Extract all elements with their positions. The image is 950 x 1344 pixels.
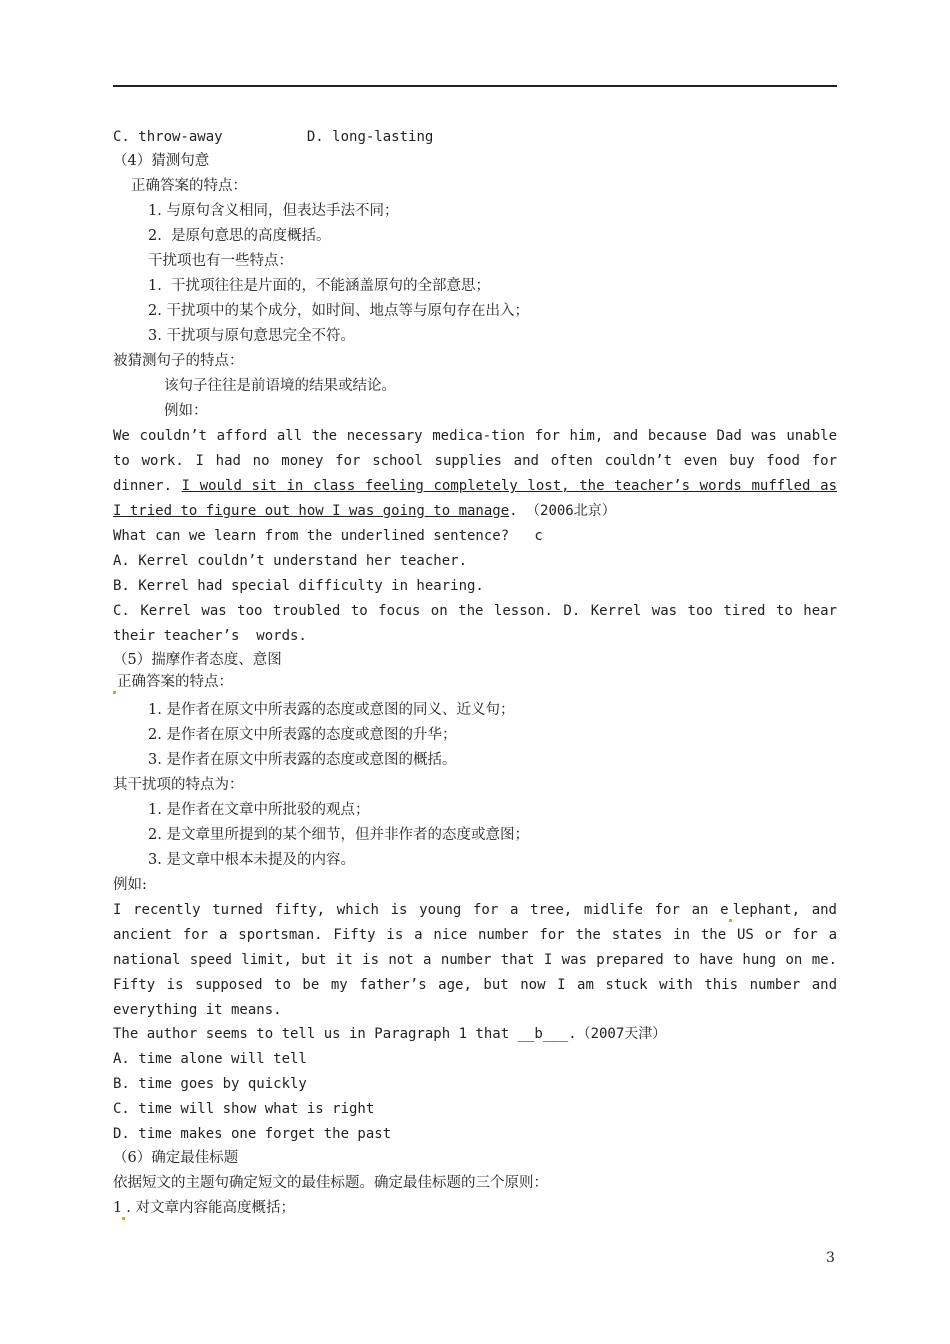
s5-passage-text-cont: lephant, and bbox=[732, 902, 837, 918]
options-c-d bbox=[113, 125, 837, 149]
header-rule bbox=[113, 85, 837, 87]
s5-correct-3: 3. 是作者在原文中所表露的态度或意图的概括。 bbox=[148, 752, 457, 768]
underlined-sentence: I would sit in class feeling completely lost, the teacher’s words muffled as bbox=[181, 478, 837, 494]
s5-passage-line-4: Fifty is supposed to be my father’s age, but now I am stuck with this number and bbox=[113, 977, 837, 993]
s5-passage-line-3: national speed limit, but it is not a number that I was prepared to have hung on me. bbox=[113, 952, 837, 968]
s5-distractor-2: 2. 是文章里所提到的某个细节，但并非作者的态度或意图； bbox=[148, 827, 529, 843]
section-5-title: （5）揣摩作者态度、意图 bbox=[113, 652, 282, 668]
s4-option-c-d: C. Kerrel was too troubled to focus on the lesson. D. Kerrel was too tired to hear bbox=[113, 603, 837, 619]
section-6-title: （6）确定最佳标题 bbox=[113, 1150, 239, 1166]
s5-distractor-1: 1. 是作者在文章中所批驳的观点； bbox=[148, 802, 370, 818]
section-4-title: （4）猜测句意 bbox=[113, 153, 210, 169]
s4-correct-heading: 正确答案的特点： bbox=[131, 178, 247, 194]
s4-passage-line-1: We couldn’t afford all the necessary medica-tion for him, and because Dad was unable bbox=[113, 428, 837, 444]
s4-source: . （2006北京） bbox=[509, 503, 616, 519]
s5-distractor-heading: 其干扰项的特点为： bbox=[113, 777, 244, 793]
s4-passage-line-2: to work. I had no money for school supplies and often couldn’t even buy food for bbox=[113, 453, 837, 469]
s4-passage-text: dinner. bbox=[113, 478, 182, 494]
s4-question: What can we learn from the underlined sentence? c bbox=[113, 528, 543, 544]
s5-option-a: A. time alone will tell bbox=[113, 1051, 307, 1067]
mark-dot bbox=[113, 691, 116, 694]
s4-passage-line-3 bbox=[113, 474, 837, 498]
s6-item-1-number: 1 bbox=[113, 1200, 123, 1216]
s5-question: The author seems to tell us in Paragraph 1 that __b___.（2007天津） bbox=[113, 1026, 667, 1042]
s5-example-label: 例如: bbox=[113, 877, 147, 893]
s5-passage-line-1 bbox=[113, 898, 837, 922]
s4-example-label: 例如： bbox=[164, 403, 208, 419]
s4-guessed-heading: 被猜测句子的特点： bbox=[113, 353, 244, 369]
s4-distractor-heading: 干扰项也有一些特点： bbox=[148, 253, 293, 269]
s4-guessed-text: 该句子往往是前语境的结果或结论。 bbox=[164, 378, 396, 394]
s6-intro: 依据短文的主题句确定短文的最佳标题。确定最佳标题的三个原则： bbox=[113, 1175, 548, 1191]
s4-option-d-cont: their teacher’s words. bbox=[113, 628, 307, 644]
s4-passage-line-4 bbox=[113, 499, 837, 523]
page-number: 3 bbox=[826, 1250, 835, 1266]
s5-correct-2: 2. 是作者在原文中所表露的态度或意图的升华； bbox=[148, 727, 457, 743]
s5-correct-heading bbox=[113, 670, 837, 694]
s5-option-d: D. time makes one forget the past bbox=[113, 1126, 392, 1142]
s5-correct-1: 1. 是作者在原文中所表露的态度或意图的同义、近义句； bbox=[148, 702, 515, 718]
s4-distractor-1: 1. 干扰项往往是片面的，不能涵盖原句的全部意思； bbox=[148, 278, 491, 294]
s4-correct-2: 2. 是原句意思的高度概括。 bbox=[148, 228, 331, 244]
s5-correct-heading-text: 正确答案的特点： bbox=[117, 674, 233, 690]
s5-option-b: B. time goes by quickly bbox=[113, 1076, 307, 1092]
s4-option-a: A. Kerrel couldn’t understand her teacher. bbox=[113, 553, 468, 569]
underlined-sentence-end: I tried to figure out how I was going to manage bbox=[113, 503, 510, 519]
mark-dot bbox=[729, 919, 732, 922]
s5-passage-line-2: ancient for a sportsman. Fifty is a nice number for the states in the US or for a bbox=[113, 927, 837, 943]
s5-passage-line-5: everything it means. bbox=[113, 1002, 282, 1018]
s4-correct-1: 1. 与原句含义相同，但表达手法不同； bbox=[148, 203, 399, 219]
mark-dot bbox=[122, 1217, 125, 1220]
s6-item-1 bbox=[113, 1196, 837, 1220]
s4-distractor-2: 2. 干扰项中的某个成分，如时间、地点等与原句存在出入； bbox=[148, 303, 529, 319]
s6-item-1-text: . 对文章内容能高度概括； bbox=[126, 1200, 295, 1216]
s4-distractor-3: 3. 干扰项与原句意思完全不符。 bbox=[148, 328, 355, 344]
s5-distractor-3: 3. 是文章中根本未提及的内容。 bbox=[148, 852, 355, 868]
s5-option-c: C. time will show what is right bbox=[113, 1101, 375, 1117]
s4-option-b: B. Kerrel had special difficulty in hearing. bbox=[113, 578, 484, 594]
s5-passage-text: I recently turned fifty, which is young for a tree, midlife for an e bbox=[113, 902, 729, 918]
option-d: D. long-lasting bbox=[306, 129, 434, 145]
option-c: C. throw-away bbox=[113, 129, 223, 145]
